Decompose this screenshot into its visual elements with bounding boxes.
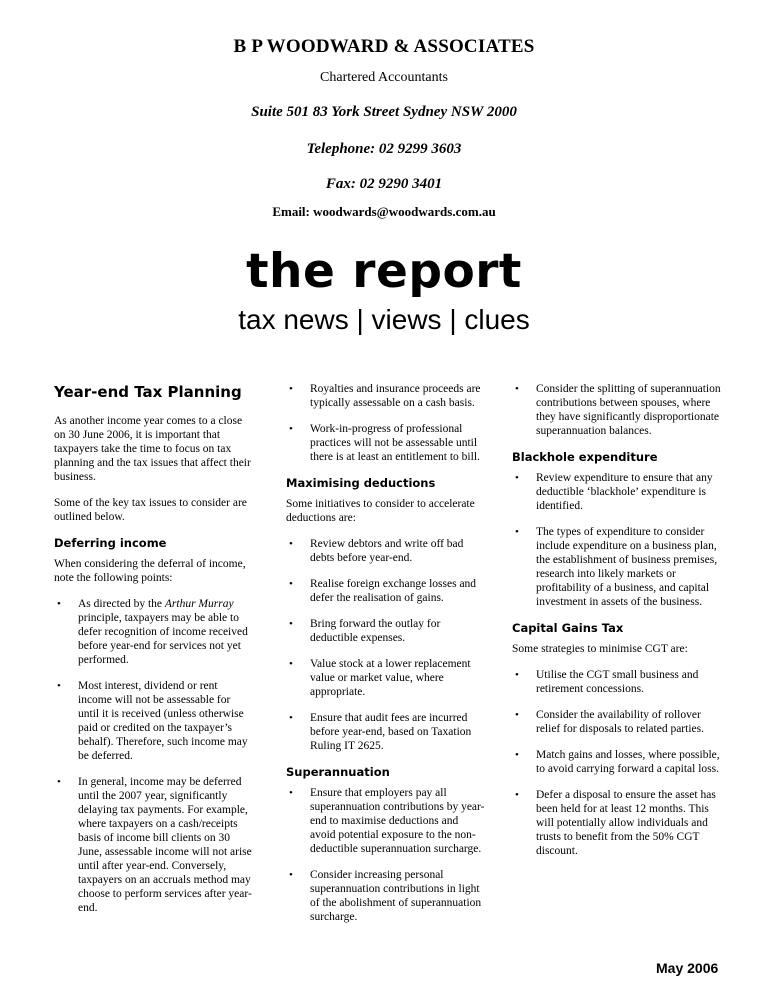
list-item-text: As directed by the [78, 598, 165, 610]
section-heading-capital-gains-tax: Capital Gains Tax [512, 621, 624, 635]
list-item: • The types of expenditure to consider include expenditure on a business plan, the establishment of business premises, research into likely markets or profitability of a business, and capital investment in assets of the business. [512, 525, 722, 609]
list-item: • Consider increasing personal superannuation contributions in light of the abolishment of superannuation surcharge. [286, 868, 486, 924]
list-item: • Review debtors and write off bad debts before year-end. [286, 537, 486, 565]
list-item: • Match gains and losses, where possible, to avoid carrying forward a capital loss. [512, 748, 722, 776]
cgt-intro: Some strategies to minimise CGT are: [512, 643, 688, 655]
list-item: • Value stock at a lower replacement value or market value, where appropriate. [286, 657, 486, 699]
report-title: the report [246, 244, 522, 299]
maximising-intro: Some initiatives to consider to accelerate deductions are: [286, 498, 475, 524]
section-heading-superannuation: Superannuation [286, 765, 390, 779]
deferring-intro: When considering the deferral of income, note the following points: [54, 558, 246, 584]
list-item: • Ensure that employers pay all superannuation contributions by year-end to maximise deductions and avoid potential exposure to the non-deductible superannuation surcharge. [286, 786, 486, 856]
superannuation-list-continued [512, 382, 722, 438]
firm-email: Email: woodwards@woodwards.com.au [272, 204, 496, 219]
list-item: • Utilise the CGT small business and retirement concessions. [512, 668, 722, 696]
section-heading-maximising-deductions: Maximising deductions [286, 476, 436, 490]
section-heading-deferring-income: Deferring income [54, 536, 167, 550]
issue-date: May 2006 [656, 960, 719, 976]
blackhole-list [512, 471, 722, 609]
list-item: • Ensure that audit fees are incurred before year-end, based on Taxation Ruling IT 2625. [286, 711, 486, 753]
list-item: • Review expenditure to ensure that any deductible ‘blackhole’ expenditure is identified. [512, 471, 722, 513]
list-item: • Consider the splitting of superannuation contributions between spouses, where they have significantly disproportionate superannuation balances. [512, 382, 722, 438]
superannuation-list [286, 786, 486, 924]
column-3 [512, 382, 722, 870]
firm-telephone: Telephone: 02 9299 3603 [306, 141, 462, 157]
list-item: • Consider the availability of rollover relief for disposals to related parties. [512, 708, 722, 736]
maximising-list [286, 537, 486, 753]
cgt-list [512, 668, 722, 858]
list-item: • Defer a disposal to ensure the asset has been held for at least 12 months. This will potentially allow individuals and trusts to benefit from the 50% CGT discount. [512, 788, 722, 858]
list-item: • Bring forward the outlay for deductible expenses. [286, 617, 486, 645]
firm-fax: Fax: 02 9290 3401 [325, 176, 443, 192]
deferring-list-continued [286, 382, 486, 464]
column-2 [286, 382, 486, 936]
list-item [54, 597, 252, 667]
firm-name: B P WOODWARD & ASSOCIATES [233, 36, 535, 57]
deferring-list [54, 597, 252, 915]
intro-paragraph-2: Some of the key tax issues to consider are outlined below. [54, 497, 247, 523]
intro-paragraph: As another income year comes to a close on 30 June 2006, it is important that taxpayers take the time to focus on tax planning and the tax issues that affect their business. [54, 415, 251, 483]
column-1 [54, 382, 252, 927]
list-item-text: principle, taxpayers may be able to defer recognition of income received before year-end for services not yet performed. [78, 612, 248, 666]
arthur-murray-emphasis: Arthur Murray [164, 598, 234, 610]
section-heading-blackhole-expenditure: Blackhole expenditure [512, 450, 658, 464]
list-item: • Most interest, dividend or rent income will not be assessable for until it is received (unless otherwise paid or credited on the taxpayer’s behalf). Therefore, such income may be deferred. [54, 679, 252, 763]
list-item: • Realise foreign exchange losses and defer the realisation of gains. [286, 577, 486, 605]
list-item: • In general, income may be deferred until the 2007 year, significantly delaying tax payments. For example, where taxpayers on a cash/receipts basis of income bill clients on 30 June, assessable income will not arise until after year-end. Conversely, taxpayers on an accruals method may choose to perform services after year-end. [54, 775, 252, 915]
firm-subtitle: Chartered Accountants [320, 70, 448, 85]
report-tagline: tax news | views | clues [238, 304, 530, 335]
list-item: • Work-in-progress of professional practices will not be assessable until there is at least an entitlement to bill. [286, 422, 486, 464]
list-item: • Royalties and insurance proceeds are typically assessable on a cash basis. [286, 382, 486, 410]
firm-address: Suite 501 83 York Street Sydney NSW 2000 [251, 104, 517, 120]
article-heading: Year-end Tax Planning [54, 383, 242, 401]
